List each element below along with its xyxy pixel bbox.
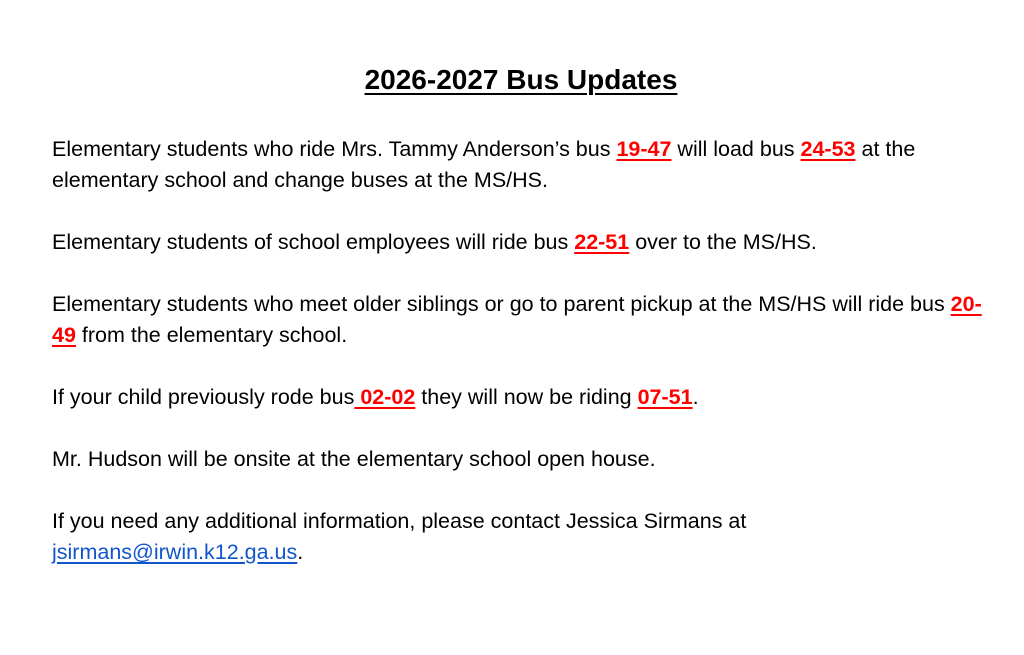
paragraph-text: from the elementary school. — [75, 323, 348, 347]
bus-number-19-47: 19-47 — [616, 137, 672, 161]
paragraph-open-house — [52, 444, 982, 475]
paragraph-text: . — [692, 385, 699, 409]
bus-number-02-02: 02-02 — [354, 385, 416, 409]
email-link[interactable]: jsirmans@irwin.k12.ga.us — [52, 540, 298, 564]
paragraph-employee-children — [52, 227, 982, 258]
bus-number-24-53: 24-53 — [800, 137, 856, 161]
paragraph-text: Elementary students of school employees will ride bus — [52, 230, 575, 254]
paragraph-text: Mr. Hudson will be onsite at the elementary school open house. — [52, 447, 656, 471]
paragraph-text: If your child previously rode bus — [52, 385, 355, 409]
paragraph-siblings-parent-pickup — [52, 289, 982, 351]
bus-number-22-51: 22-51 — [574, 230, 630, 254]
document-title: 2026-2027 Bus Updates — [364, 64, 678, 95]
paragraph-text: at the elementary school and change buses at the MS/HS. — [52, 137, 916, 192]
paragraph-text: over to the MS/HS. — [629, 230, 817, 254]
paragraph-anderson-bus-change — [52, 134, 982, 196]
paragraph-bus-reassignment — [52, 382, 982, 413]
paragraph-text: If you need any additional information, please contact Jessica Sirmans at — [52, 509, 747, 533]
document-body — [52, 62, 982, 599]
bus-number-07-51: 07-51 — [637, 385, 693, 409]
paragraph-contact — [52, 506, 982, 568]
paragraph-text: Elementary students who ride Mrs. Tammy Anderson’s bus — [52, 137, 617, 161]
paragraph-text: they will now be riding — [415, 385, 638, 409]
paragraph-text: Elementary students who meet older siblings or go to parent pickup at the MS/HS will ride bus — [52, 292, 951, 316]
paragraph-text: . — [297, 540, 304, 564]
bus-number-20-49: 20-49 — [52, 292, 982, 347]
paragraph-text: will load bus — [671, 137, 801, 161]
